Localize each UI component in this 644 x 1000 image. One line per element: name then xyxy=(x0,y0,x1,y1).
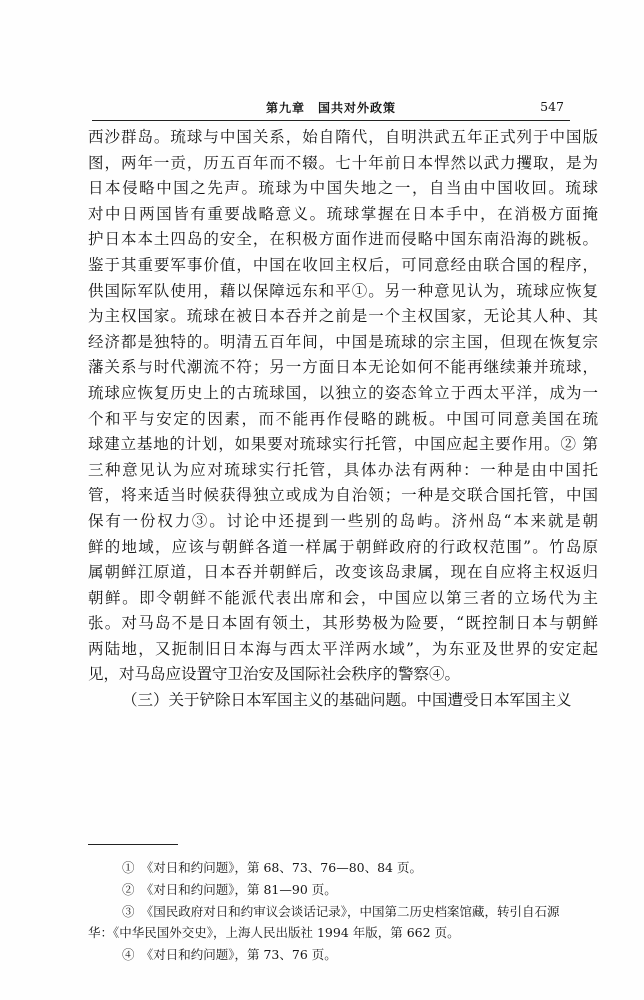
footnote-3: ③ 《国民政府对日和约审议会谈话记录》，中国第二历史档案馆藏，转引自石源 xyxy=(122,903,560,919)
body-line: 西沙群岛。琉球与中国关系，始自隋代，自明洪武五年正式列于中国版 xyxy=(88,128,598,146)
body-line: 对中日两国皆有重要战略意义。琉球掌握在日本手中，在消极方面掩 xyxy=(88,204,598,223)
body-line: 个和平与安定的因素，而不能再作侵略的跳板。中国可同意美国在琉 xyxy=(88,409,598,428)
body-line: 鉴于其重要军事价值，中国在收回主权后，可同意经由联合国的程序， xyxy=(88,255,598,274)
body-line: 保有一份权力③。讨论中还提到一些别的岛屿。济州岛“本来就是朝 xyxy=(88,511,598,530)
body-line: 藩关系与时代潮流不符；另一方面日本无论如何不能再继续兼并琉球， xyxy=(88,358,598,377)
body-text xyxy=(88,125,598,714)
body-line: 见，对马岛应设置守卫治安及国际社会秩序的警察④。 xyxy=(88,665,461,684)
footnote-4: ④ 《对日和约问题》，第 73、76 页。 xyxy=(122,947,337,963)
body-line: 张。对马岛不是日本固有领土，其形势极为险要，“既控制日本与朝鲜 xyxy=(88,614,598,633)
body-line: 球建立基地的计划，如果要对琉球实行托管，中国应起主要作用。② 第 xyxy=(88,435,598,454)
body-line: 三种意见认为应对琉球实行托管，具体办法有两种：一种是由中国托 xyxy=(88,460,598,479)
body-line: 鲜的地域，应该与朝鲜各道一样属于朝鲜政府的行政权范围”。竹岛原 xyxy=(88,537,598,556)
section-heading-line: （三）关于铲除日本军国主义的基础问题。中国遭受日本军国主义 xyxy=(122,691,572,710)
body-line: 为主权国家。琉球在被日本吞并之前是一个主权国家，无论其人种、其 xyxy=(88,307,598,326)
running-header xyxy=(92,96,570,118)
footnote-rule xyxy=(88,844,178,845)
page-number: 547 xyxy=(540,99,564,114)
body-line: 琉球应恢复历史上的古琉球国，以独立的姿态耸立于西太平洋，成为一 xyxy=(88,383,598,402)
body-line: 护日本本土四岛的安全，在积极方面作进而侵略中国东南沿海的跳板。 xyxy=(88,230,598,249)
footnote-1: ① 《对日和约问题》，第 68、73、76—80、84 页。 xyxy=(122,860,422,875)
body-line: 日本侵略中国之先声。琉球为中国失地之一，自当由中国收回。琉球 xyxy=(88,179,598,198)
body-line: 经济都是独特的。明清五百年间，中国是琉球的宗主国，但现在恢复宗 xyxy=(88,332,598,351)
body-line: 属朝鲜江原道，日本吞并朝鲜后，改变该岛隶属，现在自应将主权返归 xyxy=(88,563,598,582)
body-line: 供国际军队使用，藉以保障远东和平①。另一种意见认为，琉球应恢复 xyxy=(88,281,598,300)
body-line: 两陆地，又扼制旧日本海与西太平洋两水域”，为东亚及世界的安定起 xyxy=(88,639,598,658)
footnotes xyxy=(88,857,598,966)
header-rule xyxy=(92,120,570,121)
footnote-2: ② 《对日和约问题》，第 81—90 页。 xyxy=(122,881,337,897)
body-line: 图，两年一贡，历五百年而不辍。七十年前日本悍然以武力攫取，是为 xyxy=(88,153,598,172)
chapter-title: 第九章 国共对外政策 xyxy=(265,101,396,115)
body-line: 管，将来适当时候获得独立或成为自治领；一种是交联合国托管，中国 xyxy=(88,486,598,505)
body-line: 朝鲜。即令朝鲜不能派代表出席和会，中国应以第三者的立场代为主 xyxy=(88,588,598,607)
footnote-3-continued: 华：《中华民国外交史》，上海人民出版社 1994 年版，第 662 页。 xyxy=(88,925,460,941)
